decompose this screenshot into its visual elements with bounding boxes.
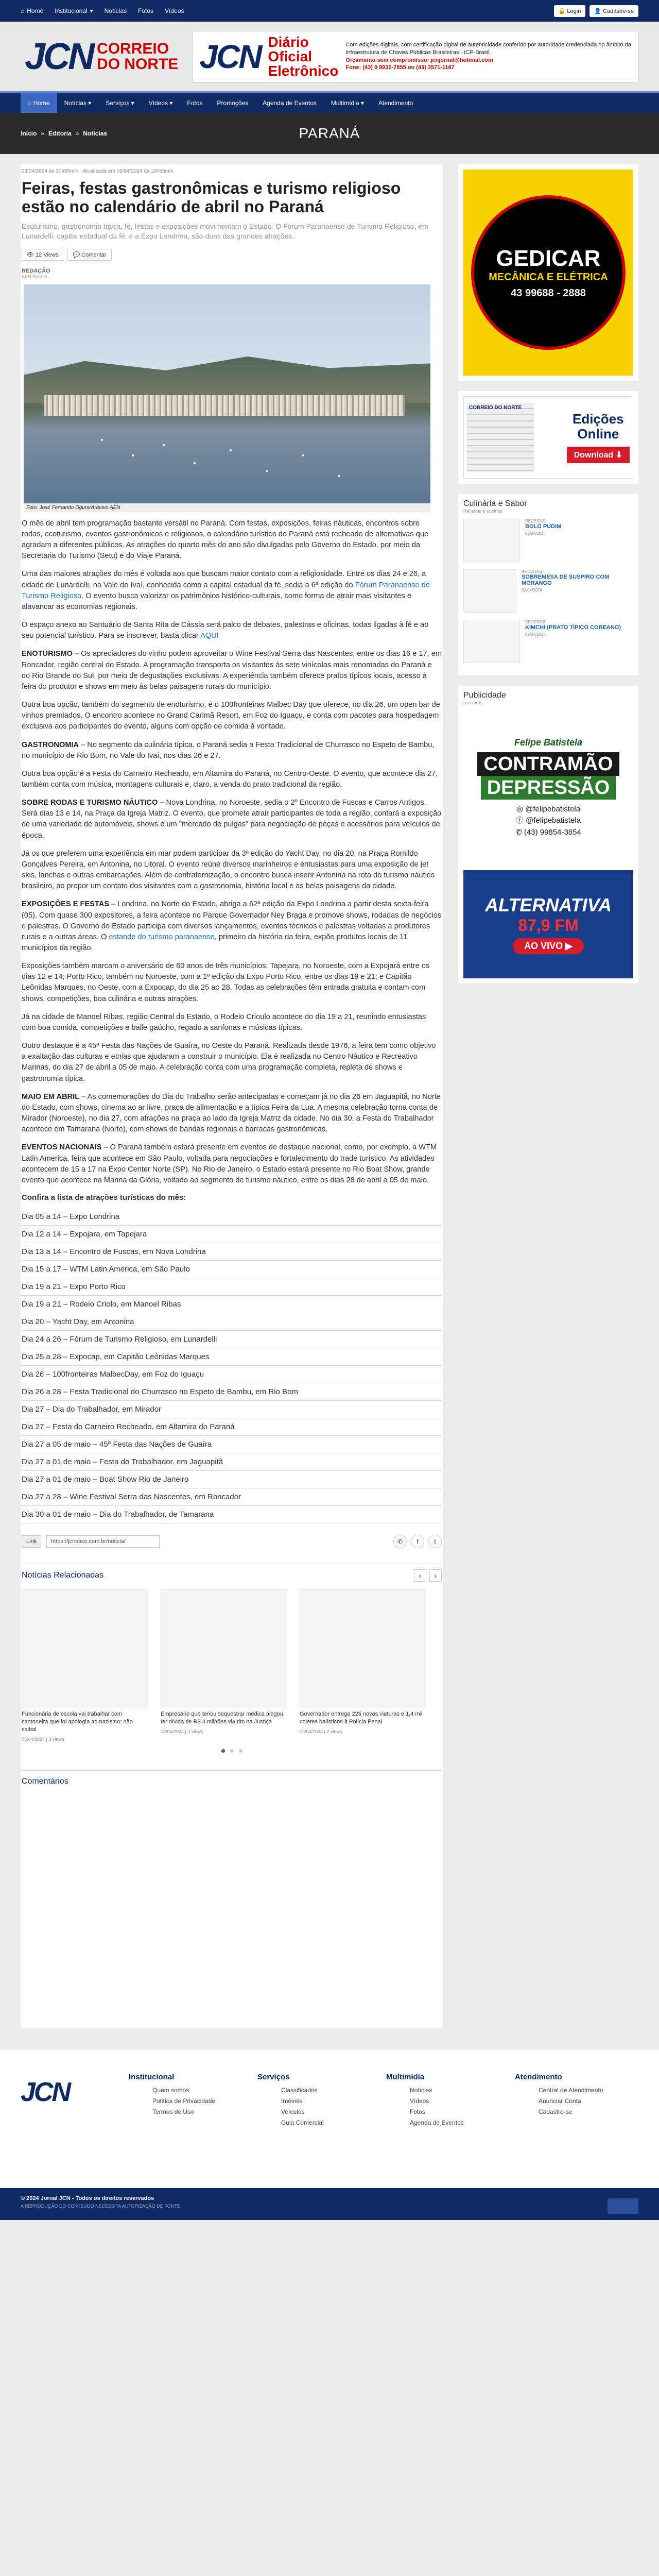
footer-link[interactable]: Fotos	[410, 2108, 426, 2115]
event-item: Dia 30 a 01 de maio – Dia do Trabalhador, de Tamarana	[22, 1506, 442, 1523]
lock-icon: 🔒	[558, 8, 566, 14]
related-card[interactable]	[22, 1589, 148, 1742]
event-item: Dia 27 a 05 de maio – 45ª Festa das Nações de Guaíra	[22, 1436, 442, 1453]
nav-home[interactable]: ⌂ Home	[21, 93, 57, 113]
breadcrumb-inicio[interactable]: Início	[21, 130, 37, 137]
related-date: 03/04/2024 | 3 views	[22, 1736, 64, 1742]
footer-link[interactable]: Notícias	[410, 2086, 432, 2094]
carousel-dots	[22, 1749, 442, 1753]
footer-link[interactable]: Imóveis	[281, 2097, 303, 2105]
online-editions-ad[interactable]: CORREIO DO NORTE Edições Online Download ⬇	[463, 396, 633, 479]
footer-link[interactable]: Vídeos	[410, 2097, 429, 2105]
footer-logo[interactable]: JCN	[21, 2077, 70, 2107]
views-counter: 👁 12 Views	[22, 249, 63, 261]
event-item: Dia 19 a 21 – Rodeio Criolo, em Manoel Ribas	[22, 1296, 442, 1313]
related-card[interactable]	[300, 1589, 426, 1742]
boat-dot	[132, 454, 134, 456]
breadcrumb-editoria[interactable]: Editoria	[48, 130, 72, 137]
alternativa-radio-ad[interactable]: ALTERNATIVA 87,9 FM AO VIVO ▶	[463, 870, 633, 978]
footer-column: Institucional Quem somos Política de Privacidade Termos de Uso	[129, 2073, 247, 2130]
nav-servicos[interactable]: Serviços ▾	[106, 99, 134, 107]
top-nav-fotos[interactable]: Fotos	[138, 7, 154, 14]
footer-column: Atendimento Central de Atendimento Anunciar Conta Cadastre-se	[515, 2073, 633, 2130]
related-thumb	[161, 1589, 287, 1707]
footer-bottom: © 2024 Jornal JCN - Todos os direitos reservados A REPRODUÇÃO DO CONTEÚDO NECESSITA AUTORIZAÇÃO DE FONTE	[0, 2188, 659, 2220]
event-item: Dia 25 a 28 – Expocap, em Capitão Leônidas Marques	[22, 1348, 442, 1366]
nav-agenda[interactable]: Agenda de Eventos	[263, 99, 317, 107]
home-icon: ⌂	[21, 7, 25, 14]
nav-atendimento[interactable]: Atendimento	[378, 99, 413, 107]
twitter-icon[interactable]: t	[428, 1535, 442, 1548]
event-item: Dia 19 a 21 – Expo Porto Rico	[22, 1278, 442, 1296]
site-header	[0, 22, 659, 91]
boat-dot	[101, 439, 103, 441]
author-source: AEN Paraná	[22, 274, 48, 279]
carousel-dot[interactable]	[221, 1749, 225, 1753]
related-title: Empresário que teriou sequestrar médica alegou ter dívida de R$ 3 milhões via rito na Justiça	[161, 1710, 283, 1725]
forum-link[interactable]: Fórum Paranaense de Turismo Religioso	[22, 581, 430, 600]
boat-dot	[266, 470, 268, 472]
top-bar	[0, 0, 659, 22]
play-icon: ▶	[565, 941, 573, 951]
nav-noticias[interactable]: Notícias ▾	[64, 99, 92, 107]
contramao-ad[interactable]: Felipe Batistela CONTRAMÃO DEPRESSÃO ◎ @felipebatistela ⓕ @felipebatistela ✆ (43) 99854-3854	[463, 710, 633, 865]
event-item: Dia 27 – Dia do Trabalhador, em Mirador	[22, 1401, 442, 1418]
event-item: Dia 05 a 14 – Expo Londrina	[22, 1208, 442, 1226]
nav-promocoes[interactable]: Promoções	[217, 99, 249, 107]
site-logo[interactable]: JCN CORREIO DO NORTE	[25, 36, 179, 77]
recipe-title: SOBREMESA DE SUSPIRO COM MORANGO	[522, 574, 610, 586]
boat-dot	[194, 462, 196, 464]
footer-column: Multimídia Notícias Vídeos Fotos Agenda de Eventos	[386, 2073, 505, 2130]
footer-link[interactable]: Central de Atendimento	[539, 2086, 603, 2094]
main-nav	[0, 91, 659, 113]
top-nav-institucional[interactable]: Institucional ▾	[55, 7, 93, 14]
breadcrumb: Início » Editoria » Notícias	[21, 130, 108, 137]
related-date: 03/04/2024 | 3 views	[161, 1728, 203, 1734]
article-photo[interactable]	[24, 284, 430, 503]
whatsapp-icon[interactable]: ✆	[393, 1535, 407, 1548]
event-item: Dia 26 a 28 – Festa Tradicional do Churrasco no Espeto de Bambu, em Rio Bom	[22, 1383, 442, 1401]
recipe-item[interactable]: RECEITAS BOLO PUDIM 02/04/2024	[463, 519, 633, 562]
related-header: Notícias Relacionadas ‹ ›	[22, 1564, 442, 1582]
related-list	[22, 1589, 442, 1742]
download-icon: ⬇	[615, 450, 622, 460]
gedicar-ad[interactable]: GEDICAR MECÂNICA E ELÉTRICA 43 99688 - 2888	[463, 170, 633, 376]
related-thumb	[300, 1589, 426, 1707]
article	[21, 164, 443, 2028]
footer-link[interactable]: Guia Comercial	[281, 2119, 324, 2126]
recipe-item[interactable]: RECEITAS KIMCHI (PRATO TÍPICO COREANO) 02/04/2024	[463, 620, 633, 663]
publicity-widget: Publicidade parceiros Felipe Batistela CONTRAMÃO DEPRESSÃO ◎ @felipebatistela ⓕ @felipebatistela ✆ (43) 99854-3854 ALTERNATIVA 87,9 FM AO VIVO ▶	[458, 686, 638, 984]
user-icon: 👤	[594, 8, 602, 14]
carousel-dot[interactable]	[239, 1749, 242, 1753]
diario-oficial-banner[interactable]: JCN Diário Oficial Eletrônico Com edições digitais, com certificação digital de autenticidade conferido por autoridade credenciada no âmbito da Infraestrutura de Chaves Públicas Brasileiras - ICP-Brasil. Orçamento sem compromisso: jcnjornal@hotmail.com Fone: (43) 9 9932-7855 ou (43) 3571-1167	[193, 31, 638, 82]
event-item: Dia 24 a 26 – Fórum de Turismo Religioso, em Lunardelli	[22, 1331, 442, 1348]
comments-box[interactable]	[22, 1786, 442, 2028]
breadcrumb-noticias[interactable]: Notícias	[83, 130, 108, 137]
footer-link[interactable]: Cadastre-se	[539, 2108, 573, 2115]
related-thumb	[22, 1589, 148, 1707]
footer-column: Serviços Classificados Imóveis Veículos Guia Comercial	[257, 2073, 376, 2130]
chevron-down-icon: ▾	[90, 7, 93, 14]
related-title: Governador entrega 225 novas viaturas e 1,4 mil coletes balísticos à Polícia Penal	[300, 1710, 423, 1725]
footer-link[interactable]: Agenda de Eventos	[410, 2119, 464, 2126]
footer-link[interactable]: Termos de Uso	[152, 2108, 194, 2115]
login-button[interactable]: 🔒 Login	[554, 5, 586, 17]
comment-button[interactable]: 💬 Comentar	[67, 249, 111, 261]
recipe-thumb	[463, 569, 516, 613]
facebook-icon[interactable]: f	[411, 1535, 424, 1548]
newspaper-image: CORREIO DO NORTE	[467, 403, 534, 472]
top-nav-home[interactable]: ⌂ Home	[21, 7, 44, 14]
register-button[interactable]: 👤 Cadastre-se	[589, 5, 638, 17]
facebook-icon: ⓕ	[515, 816, 524, 825]
event-item: Dia 27 a 01 de maio – Festa do Trabalhador, em Jaguapitã	[22, 1453, 442, 1471]
cooking-widget: Culinária e Sabor Receitas e ensinos RECEITAS BOLO PUDIM 02/04/2024 RECEITAS SOBREMESA DE SUSPIRO COM MORANGO 02/04/2024 RECEITAS KIMCHI (PRATO TÍPICO COREANO) 02/04/2024	[458, 494, 638, 675]
boat-dot	[302, 454, 304, 456]
share-buttons	[393, 1535, 442, 1548]
prev-arrow-icon[interactable]: ‹	[414, 1569, 426, 1582]
author-name: REDAÇÃO	[22, 267, 50, 274]
section-title: PARANÁ	[299, 125, 360, 141]
article-lead: Ecoturismo, gastronomia típica, fé, festas e exposições movimentam o Estado: O Fórum Paranaense de Turismo Religioso, em Lunardelli, capital estadual da fé, e a Expo Londrina, são duas das grandes atrações.	[22, 222, 428, 241]
comment-icon: 💬	[73, 251, 80, 258]
article-title: Feiras, festas gastronômicas e turismo religioso estão no calendário de abril no Paraná	[22, 179, 401, 216]
stand-link[interactable]: estande do turismo paranaense	[109, 933, 215, 941]
footer	[0, 2049, 659, 2188]
related-date: 03/04/2024 | 2 views	[300, 1728, 342, 1734]
nav-videos[interactable]: Vídeos ▾	[148, 99, 173, 107]
instagram-icon: ◎	[516, 804, 523, 814]
recipe-title: KIMCHI (PRATO TÍPICO COREANO)	[525, 624, 621, 631]
footer-link[interactable]: Veículos	[281, 2108, 305, 2115]
sidebar	[458, 164, 638, 2028]
link-bar: Link https://jcnatico.com.br/noticia/ ✆ f t	[22, 1535, 442, 1548]
event-item: Dia 13 a 14 – Encontro de Fuscas, em Nova Londrina	[22, 1243, 442, 1261]
photo-caption: Foto: José Fernando Ogura/Arquivo AEN	[24, 503, 430, 512]
section-header	[0, 113, 659, 154]
boat-dot	[230, 449, 232, 451]
carousel-dot[interactable]	[230, 1749, 234, 1753]
nav-fotos[interactable]: Fotos	[187, 99, 203, 107]
whatsapp-icon: ✆	[515, 827, 522, 837]
top-nav-videos[interactable]: Vídeos	[165, 7, 184, 14]
event-item: Dia 12 a 14 – Expojara, em Tapejara	[22, 1226, 442, 1243]
recipe-thumb	[463, 519, 520, 562]
boat-dot	[338, 475, 340, 477]
footer-link[interactable]: Anunciar Conta	[539, 2097, 581, 2105]
events-list-title: Confira a lista de atrações turísticas do mês:	[22, 1193, 186, 1202]
top-nav	[21, 7, 550, 14]
event-item: Dia 15 a 17 – WTM Latin America, em São Paulo	[22, 1261, 442, 1278]
related-title: Funcionária de escola vai trabalhar com cantoneira que foi apologia ao nazismo: não saibal	[22, 1710, 133, 1733]
top-nav-noticias[interactable]: Notícias	[104, 7, 127, 14]
footer-link[interactable]: Classificados	[281, 2086, 318, 2094]
events-list	[22, 1208, 442, 1523]
download-button[interactable]: Download ⬇	[567, 447, 630, 463]
home-icon: ⌂	[28, 99, 33, 107]
recipe-title: BOLO PUDIM	[525, 523, 562, 530]
eye-icon: 👁	[27, 251, 34, 258]
recipe-item[interactable]: RECEITAS SOBREMESA DE SUSPIRO COM MORANGO 02/04/2024	[463, 569, 633, 613]
boat-dot	[163, 444, 165, 446]
next-arrow-icon[interactable]: ›	[429, 1569, 442, 1582]
nav-multimidia[interactable]: Multimídia ▾	[331, 99, 364, 107]
article-body: O mês de abril tem programação bastante versátil no Paraná. Com festas, exposições, feiras náuticas, encontros sobre rodas, ecoturismo, eventos gastronômicos e religiosos, o calendário turístico do Paraná está recheado de alternativas que agradam a diferentes públicos. As atrações do quarto mês do ano são divulgadas pelo Governo do Estado, por meio da Secretaria do Turismo (Setu) e do Viaje Paraná. Uma das maiores atrações do mês é voltada aos que buscam maior contato com a religiosidade. Entre os dias 24 e 26, a cidade de Lunardelli, no Vale do Ivaí, conhecida como a capital estadual da fé, sedia a 6ª edição do Fórum Paranaense de Turismo Religioso. O evento busca valorizar os patrimônios histórico-culturais, como forma de atrair mais visitantes e alavancar as economias regionais. O espaço anexo ao Santuário de Santa Rita de Cássia será palco de debates, palestras e oficinas, todas ligadas à fé e ao seu potencial turístico. Para se inscrever, basta clicar AQUI ENOTURISMO – Os apreciadores do vinho podem aproveitar o Wine Festival Serra das Nascentes, entre os dias 16 e 17, em Roncador, região central do Estado. A programação transporta os visitantes às sete vinícolas mais renomadas do Paraná e do Rio Grande do Sul, por meio de degustações exclusivas. A experiência também oferece pratos típicos locais, acesso à feira do produtor e shows em meio às belas paisagens rurais do município. Outra boa opção, também do segmento de enoturismo, é o 100fronteiras Malbec Day que oferece, no dia 26, um open bar de vinhos premiados. O encontro acontece no Grand Carimã Resort, em Foz do Iguaçu, e conta com pacotes para hospedagem exclusiva aos participantes do evento, alguns com opção de comida à vontade. GASTRONOMIA – No segmento da culinária típica, o Paraná sedia a Festa Tradicional de Churrasco no Espeto de Bambu, no município de Rio Bom, no Vale do Ivaí, nos dias 26 e 27. Outra boa opção é a Festa do Carneiro Recheado, em Altamira do Paraná, no Centro-Oeste. O evento, que acontece dia 27, também conta com música, montagens culturais e, claro, a venda do prato tradicional da região. SOBRE RODAS E TURISMO NÁUTICO – Nova Londrina, no Noroeste, sedia o 2º Encontro de Fuscas e Carros Antigos. Será dias 13 e 14, na Praça da Igreja Matriz. O evento, que promete atrair participantes de toda a região, contará a exposição de uma variedade de automóveis, shows e um "mercado de pulgas" para negociação de peças e acessórios para veículos de época. Já os que preferem uma experiência em mar podem participar da 3ª edição do Yacht Day, no dia 20, na Praça Romildo Gonçalves Pereira, em Antonina, no Litoral. O evento reúne diversos marinheiros e entusiastas para uma exposição de jet skis, lanchas e outras embarcações. Além de confraternização, o encontro busca inserir Antonina na rota do turismo náutico brasileiro, ao propor um contato dos visitantes com a gastronomia, história local e as belas paisagens da cidade. EXPOSIÇÕES E FESTAS – Londrina, no Norte do Estado, abriga a 62ª edição da Expo Londrina a partir desta sexta-feira (05). Com quase 300 expositores, a feira acontece no Parque Governador Ney Braga e promove shows, rodadas de negócios e palestras. O Governo do Estado participa com diversos lançamentos, eventos técnicos e palestras voltadas a produtores rurais e a outras áreas. O estande do turismo paranaense, primeiro da história da feira, expõe produtos locais de 11 municípios da região. Exposições também marcam o aniversário de 60 anos de três municípios: Tapejara, no Noroeste, com a Expojará entre os dias 12 e 14; Porto Rico, também no Noroeste, com a 1ª edição da Expo Porto Rico, entre os dias 19 e 21; e Capitão Leônidas Marques, no Oeste, com a Expocap, do dia 25 ao 28. Todas as celebrações têm entrada gratuita e contam com shows, competições, boa culinária e outras atrações. Já na cidade de Manoel Ribas, região Central do Estado, o Rodeio Crioulo acontece do dia 19 a 21, reunindo entusiastas com boa comida, competições e baile gaúcho, regado a sanfonas e músicas típicas. Outro destaque é a 45ª Festa das Nações de Guaíra, no Oeste do Paraná. Realizada desde 1976, a feira tem como objetivo a exaltação das culturas e etnias que ajudaram a construir o município. Ela é realizada no Centro Náutico e Recreativo Marinas, do dia 27 de abril a 05 de maio. A celebração conta com uma programação completa, repleta de shows e gastronomia típica. MAIO EM ABRIL – As comemorações do Dia do Trabalho serão antecipadas e começam já no dia 26 em Jaguapitã, no Norte do Estado, com shows, cinema ao ar livre, praça de alimentação e a típica Feira da Lua. A mesma celebração torna conta de Mirador (Noroeste), no dia 27, com atrações na praça ao lado da Igreja Matriz da cidade. No dia 30, a Festa do Trabalhador acontece em Tamarana (Norte), com shows de bandas regionais e barracas gastronômicas. EVENTOS NACIONAIS – O Paraná também estará presente em eventos de destaque nacional, como, por exemplo, a WTM Latin America, feira que acontece em São Paulo, voltada para negociações e fortalecimento do trade turístico. As atividades acontecem de 15 a 17 na Expo Center Norte (SP). No Rio de Janeiro, o Estado estará presente no Rio Boat Show, grande evento que acontece na Marina da Glória, voltado ao segmento de turismo náutico, entre os dias 28 de abril a 05 de maio. Confira a lista de atrações turísticas do mês: Dia 05 a 14 – Expo Londrina Dia 12 a 14 – Expojara, em Tapejara Dia 13 a 14 – Encontro de Fuscas, em Nova Londrina Dia 15 a 17 – WTM Latin America, em São Paulo Dia 19 a 21 – Expo Porto Rico Dia 19 a 21 – Rodeio Criolo, em Manoel Ribas Dia 20 – Yacht Day, em Antonina Dia 24 a 26 – Fórum de Turismo Religioso, em Lunardelli Dia 25 a 28 – Expocap, em Capitão Leônidas Marques Dia 26 – 100fronteiras MalbecDay, em Foz do Iguaçu Dia 26 a 28 – Festa Tradicional do Churrasco no Espeto de Bambu, em Rio Bom Dia 27 – Dia do Trabalhador, em Mirador Dia 27 – Festa do Carneiro Recheado, em Altamira do Paraná Dia 27 a 05 de maio – 45ª Festa das Nações de Guaíra Dia 27 a 01 de maio – Festa do Trabalhador, em Jaguapitã Dia 27 a 01 de maio – Boat Show Rio de Janeiro Dia 27 a 28 – Wine Festival Serra das Nascentes, em Roncador Dia 30 a 01 de maio – Dia do Trabalhador, de Tamarana	[22, 518, 442, 1523]
footer-link[interactable]: Quem somos	[152, 2086, 189, 2094]
signup-link[interactable]: AQUI	[200, 632, 219, 640]
event-item: Dia 20 – Yacht Day, em Antonina	[22, 1313, 442, 1331]
article-date: 03/04/2024 às 10h55min - Atualizada em 03/04/2024 às 10h55min	[22, 168, 174, 174]
event-item: Dia 26 – 100fronteiras MalbecDay, em Foz do Iguaçu	[22, 1366, 442, 1383]
recipe-thumb	[463, 620, 520, 663]
footer-link[interactable]: Política de Privacidade	[152, 2097, 216, 2105]
comments-section: Comentários	[22, 1770, 442, 2028]
short-link-input[interactable]	[46, 1535, 160, 1548]
event-item: Dia 27 a 28 – Wine Festival Serra das Nascentes, em Roncador	[22, 1488, 442, 1506]
chat-icon[interactable]	[608, 2198, 638, 2214]
event-item: Dia 27 – Festa do Carneiro Recheado, em Altamira do Paraná	[22, 1418, 442, 1436]
related-card[interactable]	[161, 1589, 287, 1742]
event-item: Dia 27 a 01 de maio – Boat Show Rio de Janeiro	[22, 1471, 442, 1488]
